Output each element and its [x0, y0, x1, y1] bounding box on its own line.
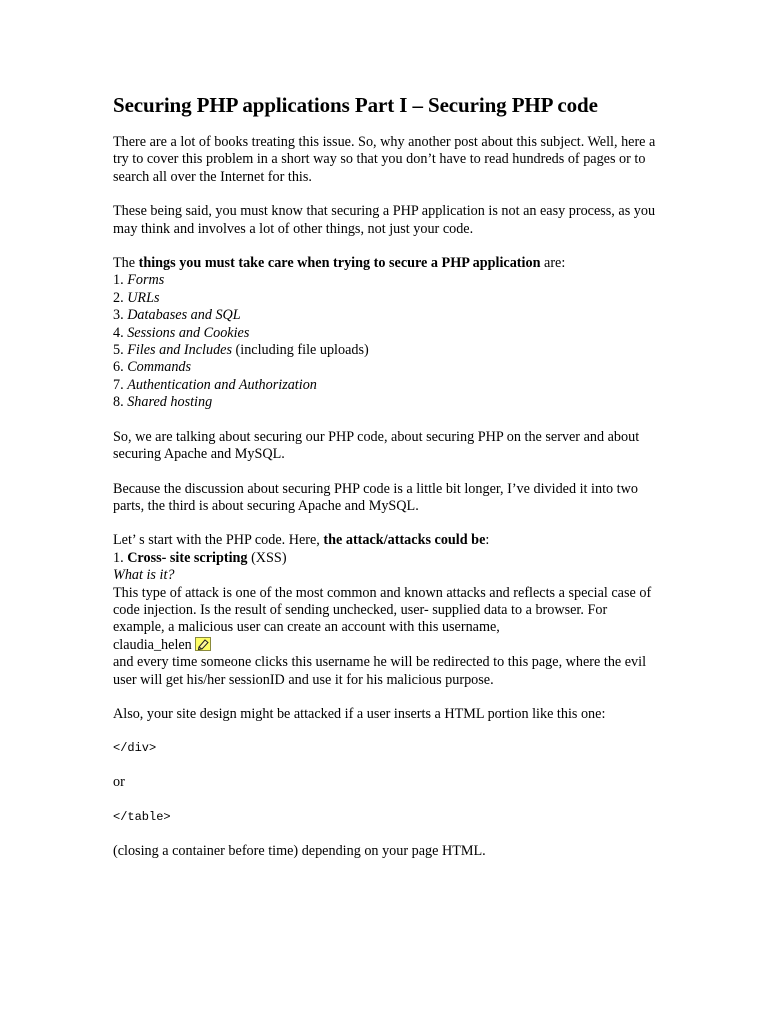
pencil-icon[interactable]	[195, 637, 211, 651]
xss-description: This type of attack is one of the most common and known attacks and reflects a special case of code injection. Is the result of sending unchecked, user- supplied data to a browser. For example, a malicious user can create an account with this username,	[113, 584, 652, 636]
list-item: 3. Databases and SQL	[113, 307, 241, 324]
paragraph-5: Also, your site design might be attacked if a user inserts a HTML portion like this one:	[113, 705, 606, 722]
paragraph-6: (closing a container before time) depending on your page HTML.	[113, 842, 486, 859]
xss-after-text: and every time someone clicks this username he will be redirected to this page, where the evil user will get his/her sessionID and use it for his malicious purpose.	[113, 654, 647, 688]
what-is-it-heading: What is it?	[113, 567, 175, 584]
attacks-heading: Let’ s start with the PHP code. Here, the attack/attacks could be:	[113, 532, 490, 549]
code-snippet-div: </div>	[113, 741, 157, 756]
page-title: Securing PHP applications Part I – Securing PHP code	[113, 93, 598, 117]
username-line	[113, 637, 658, 654]
list-item: 4. Sessions and Cookies	[113, 324, 250, 341]
list-item: 6. Commands	[113, 359, 192, 376]
paragraph-3: So, we are talking about securing our PHP code, about securing PHP on the server and about securing Apache and MySQL.	[113, 428, 640, 463]
list-item: 8. Shared hosting	[113, 394, 213, 411]
list-item: 1. Forms	[113, 272, 165, 289]
list-item: 7. Authentication and Authorization	[113, 376, 317, 393]
things-heading: The things you must take care when trying to secure a PHP application are:	[113, 255, 566, 272]
things-list-block	[113, 255, 658, 412]
intro-paragraph: There are a lot of books treating this issue. So, why another post about this subject. Well, here a try to cover this problem in a short way so that you don’t have to read hundreds of pages or to search all over the Internet for this.	[113, 134, 656, 185]
attack-item-xss: 1. Cross- site scripting (XSS)	[113, 549, 287, 566]
username-text: claudia_helen	[113, 636, 192, 653]
list-item: 2. URLs	[113, 289, 160, 306]
attacks-block	[113, 532, 658, 689]
or-text: or	[113, 774, 125, 791]
code-snippet-table: </table>	[113, 809, 171, 824]
document-body	[113, 92, 658, 877]
paragraph-4: Because the discussion about securing PHP code is a little bit longer, I’ve divided it into two parts, the third is about securing Apache and MySQL.	[113, 480, 638, 514]
list-item: 5. Files and Includes (including file uploads)	[113, 342, 369, 359]
paragraph-2: These being said, you must know that securing a PHP application is not an easy process, as you may think and involves a lot of other things, not just your code.	[113, 203, 656, 237]
